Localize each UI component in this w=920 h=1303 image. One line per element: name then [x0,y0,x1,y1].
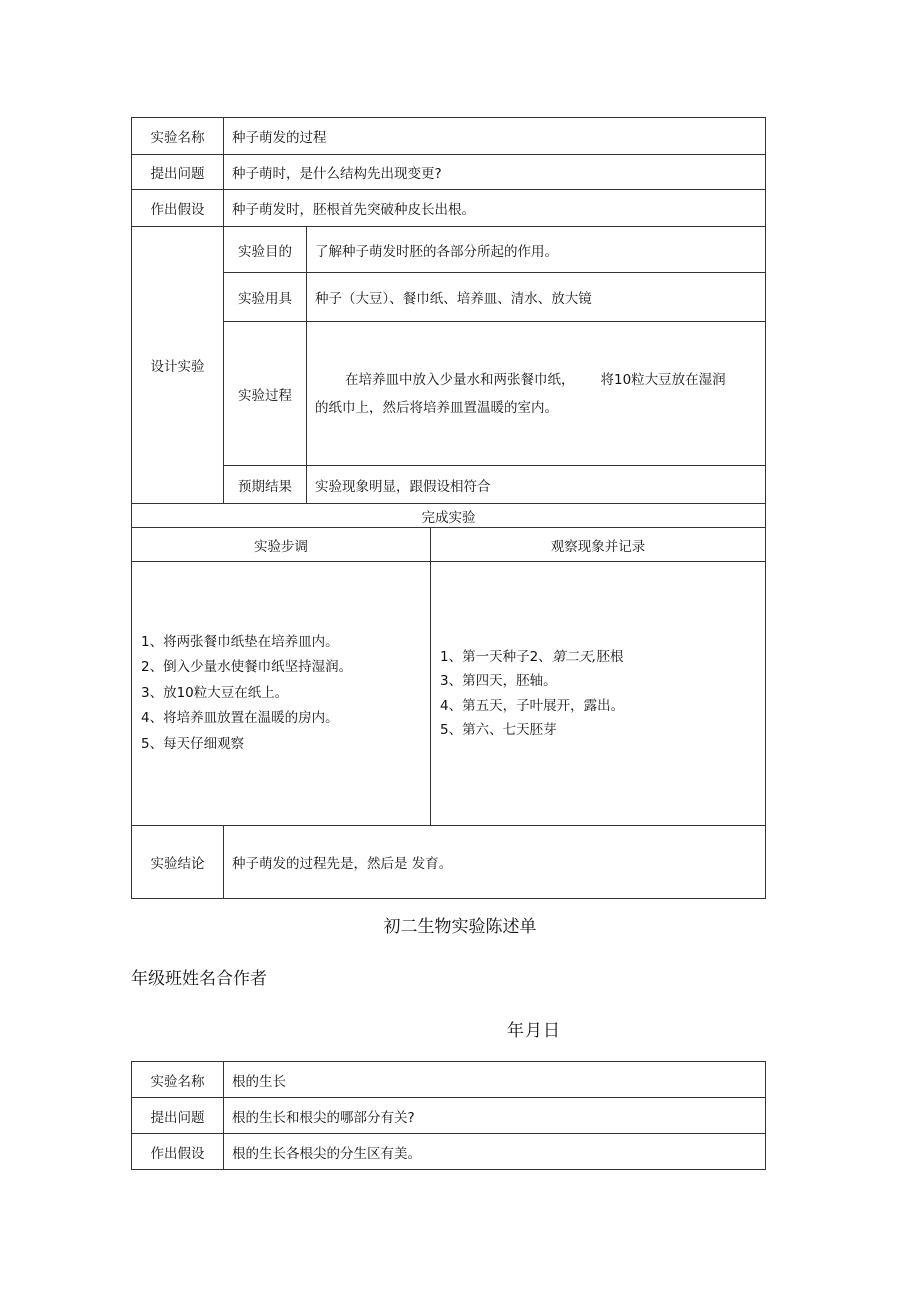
experiment-name-label: 实验名称 [132,1062,224,1098]
experiment-report-table-seed-germination [131,117,766,899]
hypothesis-value: 种子萌发时，胚根首先突破种皮长出根。 [224,190,766,227]
experiment-name-value: 种子萌发的过程 [224,118,766,155]
conclusion-label: 实验结论 [132,826,224,899]
observations-header: 观察现象并记录 [431,528,766,562]
observation-text: 胚根 [596,648,624,665]
process-text-part2: 将10粒大豆放在湿润的纸巾上，然后将培养皿置温暖的室内。 [315,371,726,416]
question-label: 提出问题 [132,155,224,190]
step-item: 3、放10粒大豆在纸上。 [141,684,289,701]
purpose-label: 实验目的 [224,227,307,273]
question-value: 根的生长和根尖的哪部分有关? [224,1098,766,1134]
question-label: 提出问题 [132,1098,224,1134]
expected-result-label: 预期结果 [224,466,307,504]
step-item: 4、将培养皿放置在温暖的房内。 [141,710,339,727]
steps-header: 实验步调 [132,528,431,562]
hypothesis-label: 作出假设 [132,190,224,227]
observations-cell [431,562,766,826]
step-item: 1、将两张餐巾纸垫在培养皿内。 [141,633,339,650]
expected-result-value: 实验现象明显，跟假设相符合 [307,466,766,504]
experiment-report-table-root-growth [131,1061,766,1170]
process-text-part1: 在培养皿中放入少量水和两张餐巾纸， [345,371,575,388]
complete-experiment-header: 完成实验 [132,504,766,528]
observation-text: 1、第一天种子2、 [440,648,552,665]
design-experiment-label: 设计实验 [132,227,224,504]
hypothesis-label: 作出假设 [132,1134,224,1170]
student-info-line: 年级班姓名合作者 [131,969,267,989]
conclusion-value: 种子萌发的过程先是，然后是 发育。 [224,826,766,899]
observation-item: 4、第五天，子叶展开，露出。 [440,697,625,714]
purpose-value: 了解种子萌发时胚的各部分所起的作用。 [307,227,766,273]
hypothesis-value: 根的生长各根尖的分生区有美。 [224,1134,766,1170]
steps-cell [132,562,431,826]
experiment-name-label: 实验名称 [132,118,224,155]
date-line: 年月日 [507,1021,561,1041]
observation-text: 第二天, [551,648,597,665]
tools-label: 实验用具 [224,273,307,322]
tools-value: 种子（大豆）、餐巾纸、培养皿、清水、放大镜 [307,273,766,322]
observation-item: 3、第四天，胚轴。 [440,673,557,689]
experiment-name-value: 根的生长 [224,1062,766,1098]
document-title: 初二生物实验陈述单 [383,917,537,937]
process-label: 实验过程 [224,322,307,466]
question-value: 种子萌时，是什么结构先出现变更? [224,155,766,190]
process-value [307,322,766,466]
observation-item: 5、第六、七天胚芽 [440,722,557,738]
step-item: 5、每天仔细观察 [141,735,245,752]
observation-item [440,645,765,670]
step-item: 2、倒入少量水使餐巾纸坚持湿润。 [141,659,353,676]
